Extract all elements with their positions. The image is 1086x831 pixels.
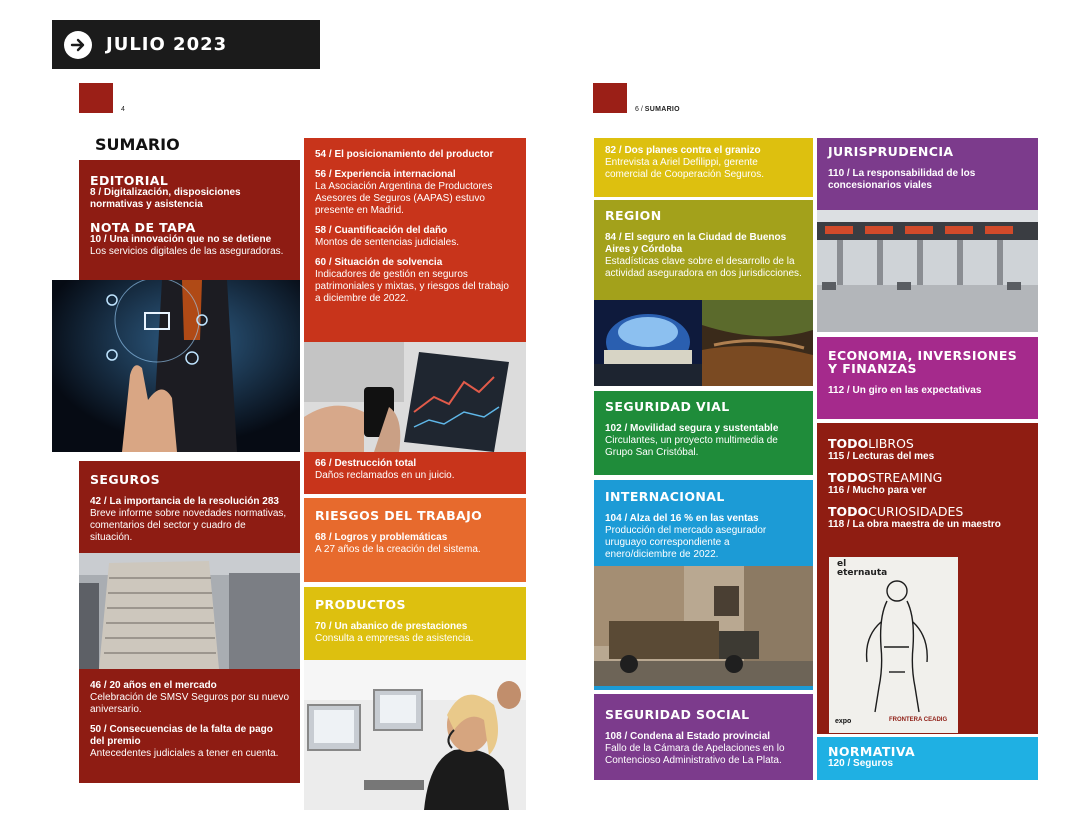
jurisprudencia-block (817, 138, 1038, 210)
col2-item-4-title[interactable]: 60 / Situación de solvencia (315, 257, 443, 268)
section-region: REGION (605, 208, 662, 223)
toll-booth-image (817, 210, 1038, 332)
page-number-right: 6 (635, 106, 639, 113)
granizo-desc: Entrevista a Ariel Defilippi, gerente comercial de Cooperación Seguros. (605, 157, 764, 180)
section-riesgos-del-trabajo: RIESGOS DEL TRABAJO (315, 508, 483, 523)
eternauta-poster (829, 557, 958, 733)
page-number: 4 (121, 106, 125, 113)
poster-title: el eternauta (837, 559, 888, 578)
nota-tapa-desc: Los servicios digitales de las aseguradoras. (90, 246, 284, 257)
normativa-block (817, 737, 1038, 780)
region-images (594, 300, 813, 386)
page-marker-right (593, 83, 627, 113)
productos-block (304, 587, 526, 660)
col2-after-image-title[interactable]: 66 / Destrucción total (315, 458, 417, 469)
region-block (594, 200, 813, 300)
column2-block (304, 138, 526, 342)
running-head-separator: / (640, 106, 643, 113)
productos-item-title[interactable]: 70 / Un abanico de prestaciones (315, 621, 468, 632)
tech-hand-image (52, 280, 300, 452)
section-productos: PRODUCTOS (315, 597, 406, 612)
region-title[interactable]: 84 / El seguro en la Ciudad de Buenos Aires y Córdoba (605, 232, 787, 255)
section-jurisprudencia: JURISPRUDENCIA (828, 144, 954, 159)
internacional-block (594, 480, 813, 566)
month-banner (52, 20, 320, 69)
destruccion-block (304, 452, 526, 494)
col2-item-3-desc: Montos de sentencias judiciales. (315, 237, 459, 248)
seguros-item-1-desc: Breve informe sobre novedades normativas, comentarios del sector y cuadro de situación. (90, 508, 287, 543)
seguros-item-2-title[interactable]: 46 / 20 años en el mercado (90, 680, 217, 691)
riesgos-item-title[interactable]: 68 / Logros y problemáticas (315, 532, 448, 543)
section-seguros: SEGUROS (90, 472, 161, 487)
phone-charts-image (304, 342, 526, 452)
seguridad-vial-title[interactable]: 102 / Movilidad segura y sustentable (605, 423, 779, 434)
section-seguridad-vial: SEGURIDAD VIAL (605, 399, 730, 414)
seguros-item-3-title[interactable]: 50 / Consecuencias de la falta de pago del premio (90, 724, 273, 747)
section-seguridad-social: SEGURIDAD SOCIAL (605, 707, 750, 722)
seguridad-vial-block (594, 391, 813, 475)
col2-item-4-desc: Indicadores de gestión en seguros patrimoniales y mixtas, y riesgos del trabajo a diciembre de 2022. (315, 269, 509, 304)
internacional-title[interactable]: 104 / Alza del 16 % en las ventas (605, 513, 759, 524)
running-head (635, 106, 680, 113)
section-editorial: EDITORIAL (90, 173, 169, 188)
jurisprudencia-title[interactable]: 110 / La responsabilidad de los concesionarios viales (828, 168, 976, 191)
section-nota-de-tapa: NOTA DE TAPA (90, 220, 196, 235)
region-desc: Estadísticas clave sobre el desarrollo de la actividad aseguradora en dos jurisdicciones. (605, 256, 802, 279)
todo-curiosidades-title[interactable]: 118 / La obra maestra de un maestro (828, 519, 1001, 530)
buildings-image (79, 553, 300, 669)
col2-item-3-title[interactable]: 58 / Cuantificación del daño (315, 225, 448, 236)
col2-item-2-desc: La Asociación Argentina de Productores Asesores de Seguros (AAPAS) estuvo presente en Madrid. (315, 181, 493, 216)
granizo-title[interactable]: 82 / Dos planes contra el granizo (605, 145, 761, 156)
riesgos-block (304, 498, 526, 582)
nota-tapa-item[interactable]: 10 / Una innovación que no se detiene (90, 234, 272, 245)
col2-item-2-title[interactable]: 56 / Experiencia internacional (315, 169, 456, 180)
todo-streaming-title[interactable]: 116 / Mucho para ver (828, 485, 927, 496)
editorial-item[interactable]: 8 / Digitalización, disposiciones normativas y asistencia (90, 187, 241, 210)
seguridad-social-block (594, 694, 813, 780)
section-internacional: INTERNACIONAL (605, 489, 725, 504)
month-title: JULIO 2023 (106, 34, 228, 55)
internacional-desc: Producción del mercado asegurador uruguayo correspondiente a enero/diciembre de 2022. (605, 525, 767, 560)
riesgos-item-desc: A 27 años de la creación del sistema. (315, 544, 481, 555)
todo-curiosidades-heading: TODOCURIOSIDADES (828, 504, 964, 519)
arrow-right-icon[interactable] (64, 31, 92, 59)
todo-streaming-heading: TODOSTREAMING (828, 470, 943, 485)
truck-image (594, 566, 813, 686)
todo-libros-title[interactable]: 115 / Lecturas del mes (828, 451, 935, 462)
economia-title[interactable]: 112 / Un giro en las expectativas (828, 385, 982, 396)
granizo-block (594, 138, 813, 197)
productos-item-desc: Consulta a empresas de asistencia. (315, 633, 474, 644)
col2-item-1-title[interactable]: 54 / El posicionamiento del productor (315, 149, 494, 160)
seguros-item-2-desc: Celebración de SMSV Seguros por su nuevo aniversario. (90, 692, 290, 715)
seguridad-social-title[interactable]: 108 / Condena al Estado provincial (605, 731, 771, 742)
seguros-block-continued (79, 669, 300, 783)
section-normativa: NORMATIVA (828, 744, 916, 759)
todo-libros-heading: TODOLIBROS (828, 436, 914, 451)
seguridad-social-desc: Fallo de la Cámara de Apelaciones en lo Contencioso Administrativo de La Plata. (605, 743, 785, 766)
sumario-title: SUMARIO (95, 135, 180, 154)
poster-footer-left: expo (835, 718, 852, 725)
call-center-image (304, 660, 526, 810)
economia-block (817, 337, 1038, 419)
running-head-title: SUMARIO (644, 106, 680, 113)
poster-footer-right: FRONTERA CEADIG (889, 717, 948, 723)
page-marker (79, 83, 113, 113)
section-economia: ECONOMIA, INVERSIONES Y FINANZAS (828, 348, 1018, 376)
seguridad-vial-desc: Circulantes, un proyecto multimedia de Grupo San Cristóbal. (605, 435, 778, 458)
editorial-block (79, 160, 300, 280)
col2-after-image-desc: Daños reclamados en un juicio. (315, 470, 455, 481)
normativa-title[interactable]: 120 / Seguros (828, 758, 894, 769)
seguros-block (79, 461, 300, 553)
seguros-item-1-title[interactable]: 42 / La importancia de la resolución 283 (90, 496, 279, 507)
internacional-underline (594, 686, 813, 690)
seguros-item-3-desc: Antecedentes judiciales a tener en cuenta. (90, 748, 279, 759)
